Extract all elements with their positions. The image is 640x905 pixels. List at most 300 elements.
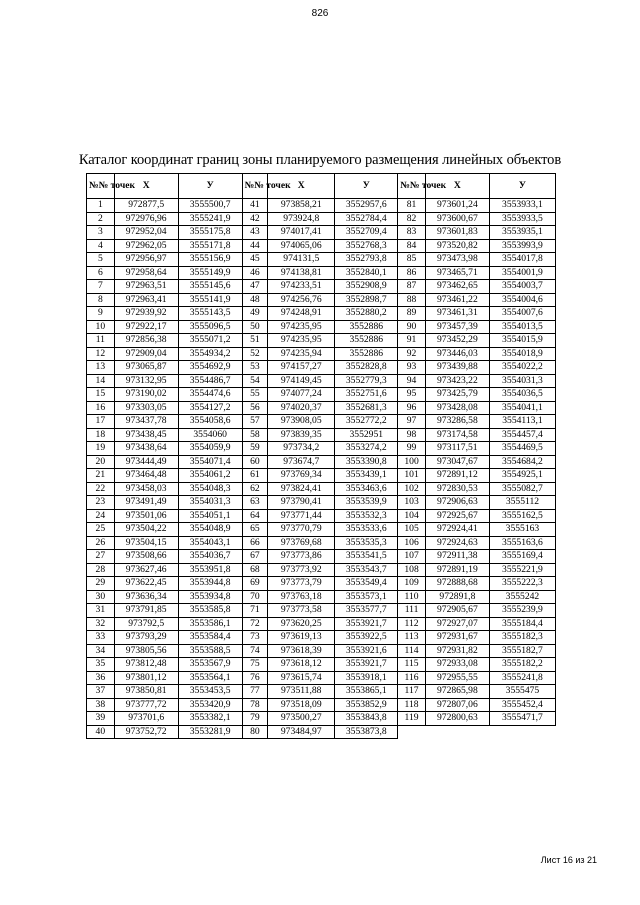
x-coordinate: 973701,6 xyxy=(114,712,178,726)
x-coordinate: 973622,45 xyxy=(114,577,178,591)
x-coordinate: 974248,91 xyxy=(268,307,335,321)
x-coordinate: 973636,34 xyxy=(114,590,178,604)
point-number: 51 xyxy=(242,334,268,348)
x-coordinate: 973773,92 xyxy=(268,563,335,577)
point-number: 53 xyxy=(242,361,268,375)
y-coordinate: 3554015,9 xyxy=(489,334,555,348)
y-coordinate: 3555071,2 xyxy=(178,334,242,348)
y-coordinate: 3554043,1 xyxy=(178,536,242,550)
table-row xyxy=(87,293,556,307)
y-coordinate: 3555096,5 xyxy=(178,320,242,334)
x-coordinate: 973465,71 xyxy=(425,266,489,280)
y-coordinate: 3553944,8 xyxy=(178,577,242,591)
header-y: У xyxy=(335,174,398,199)
y-coordinate: 3553934,8 xyxy=(178,590,242,604)
x-coordinate: 972922,17 xyxy=(114,320,178,334)
x-coordinate: 973464,48 xyxy=(114,469,178,483)
point-number: 2 xyxy=(87,212,115,226)
y-coordinate: 3552880,2 xyxy=(335,307,398,321)
x-coordinate: 973491,49 xyxy=(114,496,178,510)
y-coordinate: 3553584,4 xyxy=(178,631,242,645)
point-number: 54 xyxy=(242,374,268,388)
x-coordinate: 972939,92 xyxy=(114,307,178,321)
table-row xyxy=(87,550,556,564)
x-coordinate: 972952,04 xyxy=(114,226,178,240)
point-number: 33 xyxy=(87,631,115,645)
y-coordinate: 3554486,7 xyxy=(178,374,242,388)
x-coordinate: 972963,41 xyxy=(114,293,178,307)
x-coordinate: 972905,67 xyxy=(425,604,489,618)
x-coordinate: 973792,5 xyxy=(114,617,178,631)
x-coordinate: 974235,95 xyxy=(268,334,335,348)
point-number: 13 xyxy=(87,361,115,375)
point-number: 47 xyxy=(242,280,268,294)
x-coordinate: 973839,35 xyxy=(268,428,335,442)
x-coordinate: 973438,64 xyxy=(114,442,178,456)
point-number: 115 xyxy=(398,658,426,672)
x-coordinate: 973773,86 xyxy=(268,550,335,564)
x-coordinate: 974131,5 xyxy=(268,253,335,267)
y-coordinate: 3553993,9 xyxy=(489,239,555,253)
x-coordinate: 973791,85 xyxy=(114,604,178,618)
y-coordinate: 3555184,4 xyxy=(489,617,555,631)
point-number: 1 xyxy=(87,199,115,213)
y-coordinate: 3552886 xyxy=(335,334,398,348)
point-number: 50 xyxy=(242,320,268,334)
y-coordinate: 3555156,9 xyxy=(178,253,242,267)
table-row xyxy=(87,617,556,631)
y-coordinate: 3555082,7 xyxy=(489,482,555,496)
y-coordinate: 3552793,8 xyxy=(335,253,398,267)
y-coordinate: 3554684,2 xyxy=(489,455,555,469)
y-coordinate: 3554031,3 xyxy=(178,496,242,510)
point-number: 16 xyxy=(87,401,115,415)
table-row xyxy=(87,239,556,253)
y-coordinate: 3554469,5 xyxy=(489,442,555,456)
point-number: 23 xyxy=(87,496,115,510)
y-coordinate: 3555222,3 xyxy=(489,577,555,591)
table-row xyxy=(87,725,556,739)
point-number: 25 xyxy=(87,523,115,537)
point-number: 49 xyxy=(242,307,268,321)
x-coordinate: 973618,12 xyxy=(268,658,335,672)
y-coordinate: 3553585,8 xyxy=(178,604,242,618)
header-row xyxy=(87,174,556,199)
point-number: 66 xyxy=(242,536,268,550)
x-coordinate: 973752,72 xyxy=(114,725,178,739)
y-coordinate: 3555241,8 xyxy=(489,671,555,685)
y-coordinate: 3553549,4 xyxy=(335,577,398,591)
x-coordinate: 973462,65 xyxy=(425,280,489,294)
x-coordinate: 973908,05 xyxy=(268,415,335,429)
y-coordinate: 3554934,2 xyxy=(178,347,242,361)
y-coordinate: 3553951,8 xyxy=(178,563,242,577)
y-coordinate: 3555163,6 xyxy=(489,536,555,550)
point-number: 105 xyxy=(398,523,426,537)
table-row xyxy=(87,671,556,685)
point-number: 116 xyxy=(398,671,426,685)
y-coordinate: 3554017,8 xyxy=(489,253,555,267)
table-row xyxy=(87,496,556,510)
y-coordinate: 3555452,4 xyxy=(489,698,555,712)
point-number: 69 xyxy=(242,577,268,591)
x-coordinate: 973452,29 xyxy=(425,334,489,348)
y-coordinate: 3555163 xyxy=(489,523,555,537)
x-coordinate: 973484,97 xyxy=(268,725,335,739)
y-coordinate: 3555500,7 xyxy=(178,199,242,213)
y-coordinate: 3554059,9 xyxy=(178,442,242,456)
y-coordinate: 3555182,7 xyxy=(489,644,555,658)
point-number: 76 xyxy=(242,671,268,685)
x-coordinate: 974138,81 xyxy=(268,266,335,280)
y-coordinate: 3554474,6 xyxy=(178,388,242,402)
x-coordinate: 973627,46 xyxy=(114,563,178,577)
point-number: 73 xyxy=(242,631,268,645)
x-coordinate: 973777,72 xyxy=(114,698,178,712)
table-row xyxy=(87,428,556,442)
x-coordinate: 972924,63 xyxy=(425,536,489,550)
x-coordinate: 973444,49 xyxy=(114,455,178,469)
table-row xyxy=(87,442,556,456)
x-coordinate: 973601,83 xyxy=(425,226,489,240)
x-coordinate: 973446,03 xyxy=(425,347,489,361)
y-coordinate: 3553921,6 xyxy=(335,644,398,658)
point-number: 68 xyxy=(242,563,268,577)
point-number: 5 xyxy=(87,253,115,267)
y-coordinate: 3552957,6 xyxy=(335,199,398,213)
x-coordinate: 973457,39 xyxy=(425,320,489,334)
point-number: 35 xyxy=(87,658,115,672)
x-coordinate: 972925,67 xyxy=(425,509,489,523)
table-row xyxy=(87,523,556,537)
point-number: 7 xyxy=(87,280,115,294)
point-number: 106 xyxy=(398,536,426,550)
y-coordinate: 3553532,3 xyxy=(335,509,398,523)
x-coordinate: 974149,45 xyxy=(268,374,335,388)
point-number: 38 xyxy=(87,698,115,712)
x-coordinate: 972891,8 xyxy=(425,590,489,604)
x-coordinate: 972877,5 xyxy=(114,199,178,213)
x-coordinate: 973501,06 xyxy=(114,509,178,523)
point-number: 109 xyxy=(398,577,426,591)
x-coordinate: 972830,53 xyxy=(425,482,489,496)
y-coordinate: 3553564,1 xyxy=(178,671,242,685)
point-number: 28 xyxy=(87,563,115,577)
point-number: 104 xyxy=(398,509,426,523)
x-coordinate: 973619,13 xyxy=(268,631,335,645)
point-number: 55 xyxy=(242,388,268,402)
point-number: 9 xyxy=(87,307,115,321)
point-number: 74 xyxy=(242,644,268,658)
y-coordinate: 3554127,2 xyxy=(178,401,242,415)
x-coordinate: 973734,2 xyxy=(268,442,335,456)
table-row xyxy=(87,698,556,712)
y-coordinate: 3554058,6 xyxy=(178,415,242,429)
x-coordinate: 972962,05 xyxy=(114,239,178,253)
point-number: 3 xyxy=(87,226,115,240)
x-coordinate: 973824,41 xyxy=(268,482,335,496)
y-coordinate: 3555475 xyxy=(489,685,555,699)
point-number: 17 xyxy=(87,415,115,429)
y-coordinate: 3553921,7 xyxy=(335,658,398,672)
table-row xyxy=(87,253,556,267)
y-coordinate: 3554925,1 xyxy=(489,469,555,483)
point-number: 45 xyxy=(242,253,268,267)
table-row xyxy=(87,320,556,334)
point-number: 14 xyxy=(87,374,115,388)
y-coordinate: 3553933,1 xyxy=(489,199,555,213)
y-coordinate: 3553535,3 xyxy=(335,536,398,550)
y-coordinate: 3552886 xyxy=(335,320,398,334)
x-coordinate: 972955,55 xyxy=(425,671,489,685)
y-coordinate: 3555143,5 xyxy=(178,307,242,321)
x-coordinate: 973473,98 xyxy=(425,253,489,267)
y-coordinate: 3554022,2 xyxy=(489,361,555,375)
y-coordinate: 3554457,4 xyxy=(489,428,555,442)
point-number: 19 xyxy=(87,442,115,456)
point-number: 85 xyxy=(398,253,426,267)
point-number: 77 xyxy=(242,685,268,699)
point-number: 70 xyxy=(242,590,268,604)
y-coordinate: 3555221,9 xyxy=(489,563,555,577)
y-coordinate: 3554018,9 xyxy=(489,347,555,361)
x-coordinate: 973801,12 xyxy=(114,671,178,685)
y-coordinate: 3555171,8 xyxy=(178,239,242,253)
sheet-footer: Лист 16 из 21 xyxy=(540,855,597,865)
x-coordinate: 972924,41 xyxy=(425,523,489,537)
x-coordinate: 973771,44 xyxy=(268,509,335,523)
y-coordinate: 3554113,1 xyxy=(489,415,555,429)
x-coordinate: 973132,95 xyxy=(114,374,178,388)
point-number: 22 xyxy=(87,482,115,496)
x-coordinate: 973461,22 xyxy=(425,293,489,307)
x-coordinate: 972933,08 xyxy=(425,658,489,672)
x-coordinate: 974065,06 xyxy=(268,239,335,253)
point-number: 117 xyxy=(398,685,426,699)
y-coordinate: 3555239,9 xyxy=(489,604,555,618)
x-coordinate: 974235,95 xyxy=(268,320,335,334)
x-coordinate: 973458,03 xyxy=(114,482,178,496)
point-number: 119 xyxy=(398,712,426,726)
header-num: №№ точек xyxy=(87,174,115,199)
point-number: 83 xyxy=(398,226,426,240)
y-coordinate: 3554031,3 xyxy=(489,374,555,388)
y-coordinate: 3554036,5 xyxy=(489,388,555,402)
point-number: 98 xyxy=(398,428,426,442)
y-coordinate: 3553463,6 xyxy=(335,482,398,496)
y-coordinate: 3555145,6 xyxy=(178,280,242,294)
table-row xyxy=(87,374,556,388)
header-x: X xyxy=(114,174,178,199)
x-coordinate: 974017,41 xyxy=(268,226,335,240)
y-coordinate: 3554692,9 xyxy=(178,361,242,375)
x-coordinate: 973790,41 xyxy=(268,496,335,510)
y-coordinate: 3554003,7 xyxy=(489,280,555,294)
x-coordinate: 972931,67 xyxy=(425,631,489,645)
table-row xyxy=(87,334,556,348)
document-title: Каталог координат границ зоны планируемого размещения линейных объектов xyxy=(78,152,562,168)
table-row xyxy=(87,563,556,577)
point-number: 20 xyxy=(87,455,115,469)
point-number: 87 xyxy=(398,280,426,294)
point-number: 18 xyxy=(87,428,115,442)
x-coordinate: 973303,05 xyxy=(114,401,178,415)
y-coordinate: 3555471,7 xyxy=(489,712,555,726)
point-number: 11 xyxy=(87,334,115,348)
x-coordinate: 973065,87 xyxy=(114,361,178,375)
point-number: 78 xyxy=(242,698,268,712)
x-coordinate: 973439,88 xyxy=(425,361,489,375)
table-row xyxy=(87,604,556,618)
point-number: 60 xyxy=(242,455,268,469)
point-number: 42 xyxy=(242,212,268,226)
table-row xyxy=(87,455,556,469)
y-coordinate: 3552840,1 xyxy=(335,266,398,280)
table-row xyxy=(87,401,556,415)
point-number: 95 xyxy=(398,388,426,402)
y-coordinate: 3553865,1 xyxy=(335,685,398,699)
point-number: 34 xyxy=(87,644,115,658)
point-number: 4 xyxy=(87,239,115,253)
y-coordinate: 3553922,5 xyxy=(335,631,398,645)
y-coordinate: 3552908,9 xyxy=(335,280,398,294)
page-number: 826 xyxy=(311,8,329,19)
x-coordinate: 972963,51 xyxy=(114,280,178,294)
y-coordinate: 3554071,4 xyxy=(178,455,242,469)
x-coordinate: 972909,04 xyxy=(114,347,178,361)
x-coordinate: 973428,08 xyxy=(425,401,489,415)
x-coordinate: 973674,7 xyxy=(268,455,335,469)
x-coordinate: 973504,15 xyxy=(114,536,178,550)
y-coordinate: 3553533,6 xyxy=(335,523,398,537)
point-number: 43 xyxy=(242,226,268,240)
y-coordinate: 3553918,1 xyxy=(335,671,398,685)
x-coordinate: 973773,58 xyxy=(268,604,335,618)
y-coordinate: 3553577,7 xyxy=(335,604,398,618)
y-coordinate: 3552768,3 xyxy=(335,239,398,253)
point-number: 24 xyxy=(87,509,115,523)
y-coordinate: 3554007,6 xyxy=(489,307,555,321)
header-x: X xyxy=(268,174,335,199)
table-row xyxy=(87,347,556,361)
point-number: 63 xyxy=(242,496,268,510)
point-number: 41 xyxy=(242,199,268,213)
point-number: 32 xyxy=(87,617,115,631)
point-number: 88 xyxy=(398,293,426,307)
x-coordinate: 973520,82 xyxy=(425,239,489,253)
y-coordinate: 3553586,1 xyxy=(178,617,242,631)
x-coordinate: 972976,96 xyxy=(114,212,178,226)
point-number: 82 xyxy=(398,212,426,226)
y-coordinate: 3554036,7 xyxy=(178,550,242,564)
x-coordinate: 972906,63 xyxy=(425,496,489,510)
x-coordinate: 973461,31 xyxy=(425,307,489,321)
x-coordinate: 974157,27 xyxy=(268,361,335,375)
x-coordinate: 972911,38 xyxy=(425,550,489,564)
point-number: 59 xyxy=(242,442,268,456)
x-coordinate: 973763,18 xyxy=(268,590,335,604)
point-number: 6 xyxy=(87,266,115,280)
y-coordinate: 3555112 xyxy=(489,496,555,510)
x-coordinate: 974077,24 xyxy=(268,388,335,402)
point-number: 84 xyxy=(398,239,426,253)
point-number: 64 xyxy=(242,509,268,523)
y-coordinate: 3552898,7 xyxy=(335,293,398,307)
point-number: 62 xyxy=(242,482,268,496)
point-number: 100 xyxy=(398,455,426,469)
point-number: 57 xyxy=(242,415,268,429)
point-number: 107 xyxy=(398,550,426,564)
point-number: 99 xyxy=(398,442,426,456)
y-coordinate: 3553274,2 xyxy=(335,442,398,456)
header-x: X xyxy=(425,174,489,199)
point-number: 56 xyxy=(242,401,268,415)
y-coordinate: 3553573,1 xyxy=(335,590,398,604)
point-number: 67 xyxy=(242,550,268,564)
x-coordinate: 973425,79 xyxy=(425,388,489,402)
point-number: 36 xyxy=(87,671,115,685)
y-coordinate: 3555169,4 xyxy=(489,550,555,564)
table-row xyxy=(87,212,556,226)
point-number: 75 xyxy=(242,658,268,672)
y-coordinate: 3555162,5 xyxy=(489,509,555,523)
table-row xyxy=(87,577,556,591)
x-coordinate: 973620,25 xyxy=(268,617,335,631)
y-coordinate: 3553439,1 xyxy=(335,469,398,483)
x-coordinate: 973793,29 xyxy=(114,631,178,645)
x-coordinate: 973773,79 xyxy=(268,577,335,591)
x-coordinate: 972931,82 xyxy=(425,644,489,658)
y-coordinate: 3553852,9 xyxy=(335,698,398,712)
table-row xyxy=(87,469,556,483)
header-y: У xyxy=(489,174,555,199)
y-coordinate: 3552886 xyxy=(335,347,398,361)
y-coordinate: 3555182,2 xyxy=(489,658,555,672)
table-row xyxy=(87,658,556,672)
y-coordinate: 3552779,3 xyxy=(335,374,398,388)
y-coordinate: 3552751,6 xyxy=(335,388,398,402)
point-number: 40 xyxy=(87,725,115,739)
x-coordinate: 973924,8 xyxy=(268,212,335,226)
x-coordinate: 972891,12 xyxy=(425,469,489,483)
table-body xyxy=(87,199,556,739)
point-number: 21 xyxy=(87,469,115,483)
x-coordinate: 973511,88 xyxy=(268,685,335,699)
y-coordinate: 3554004,6 xyxy=(489,293,555,307)
table-row xyxy=(87,536,556,550)
point-number: 52 xyxy=(242,347,268,361)
x-coordinate: 974020,37 xyxy=(268,401,335,415)
table-row xyxy=(87,415,556,429)
x-coordinate: 972956,97 xyxy=(114,253,178,267)
point-number: 15 xyxy=(87,388,115,402)
y-coordinate: 3553539,9 xyxy=(335,496,398,510)
y-coordinate: 3552772,2 xyxy=(335,415,398,429)
point-number: 10 xyxy=(87,320,115,334)
empty-cell xyxy=(489,725,555,739)
x-coordinate: 973174,58 xyxy=(425,428,489,442)
x-coordinate: 973615,74 xyxy=(268,671,335,685)
point-number: 90 xyxy=(398,320,426,334)
x-coordinate: 972891,19 xyxy=(425,563,489,577)
y-coordinate: 3555241,9 xyxy=(178,212,242,226)
x-coordinate: 973500,27 xyxy=(268,712,335,726)
x-coordinate: 973618,39 xyxy=(268,644,335,658)
x-coordinate: 973858,21 xyxy=(268,199,335,213)
point-number: 29 xyxy=(87,577,115,591)
point-number: 48 xyxy=(242,293,268,307)
table-row xyxy=(87,685,556,699)
